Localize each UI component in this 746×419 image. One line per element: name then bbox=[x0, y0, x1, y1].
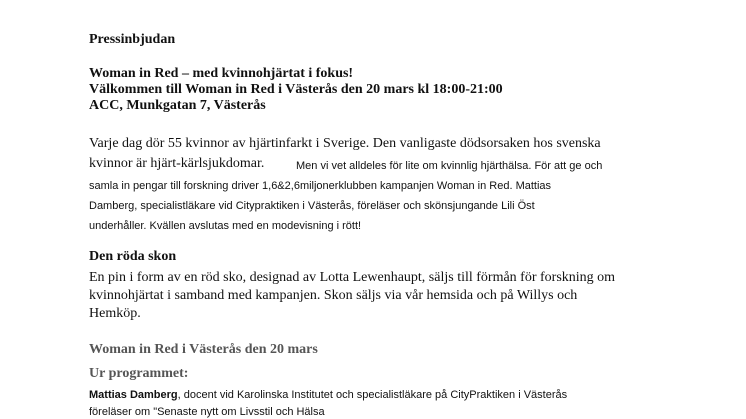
program-line-1 bbox=[89, 389, 567, 401]
document-label: Pressinbjudan bbox=[89, 32, 176, 47]
heading-welcome: Välkommen till Woman in Red i Västerås den 20 mars kl 18:00-21:00 bbox=[89, 82, 503, 97]
program-line-2: föreläser om "Senaste nytt om Livsstil och Hälsa bbox=[89, 406, 325, 418]
intro-line-2: kvinnor är hjärt-kärlsjukdomar. bbox=[89, 156, 265, 171]
shoe-section-line-2: kvinnohjärtat i samband med kampanjen. Skon säljs via vår hemsida och på Willys och bbox=[89, 288, 578, 303]
program-subheading: Ur programmet: bbox=[89, 366, 189, 381]
heading-title: Woman in Red – med kvinnohjärtat i fokus! bbox=[89, 66, 354, 81]
shoe-section-line-1: En pin i form av en röd sko, designad av Lotta Lewenhaupt, säljs till förmån för forskning om bbox=[89, 270, 616, 285]
speaker-description: , docent vid Karolinska Institutet och specialistläkare på CityPraktiken i Västerås bbox=[177, 389, 568, 401]
speaker-name: Mattias Damberg bbox=[89, 389, 178, 401]
shoe-section-heading: Den röda skon bbox=[89, 249, 177, 264]
intro-line-1: Varje dag dör 55 kvinnor av hjärtinfarkt i Sverige. Den vanligaste dödsorsaken hos svenska bbox=[89, 136, 601, 151]
intro-line-4: Damberg, specialistläkare vid Citypraktiken i Västerås, föreläser och skönsjungande Lili Öst bbox=[89, 200, 535, 212]
program-section-heading: Woman in Red i Västerås den 20 mars bbox=[89, 342, 318, 357]
intro-line-5: underhåller. Kvällen avslutas med en modevisning i rött! bbox=[89, 220, 362, 232]
intro-line-3: samla in pengar till forskning driver 1,6&2,6miljonerklubben kampanjen Woman in Red. Mattias bbox=[89, 180, 552, 192]
heading-venue: ACC, Munkgatan 7, Västerås bbox=[89, 98, 266, 113]
shoe-section-line-3: Hemköp. bbox=[89, 306, 141, 321]
intro-line-2-tail: Men vi vet alldeles för lite om kvinnlig hjärthälsa. För att ge och bbox=[296, 160, 603, 172]
